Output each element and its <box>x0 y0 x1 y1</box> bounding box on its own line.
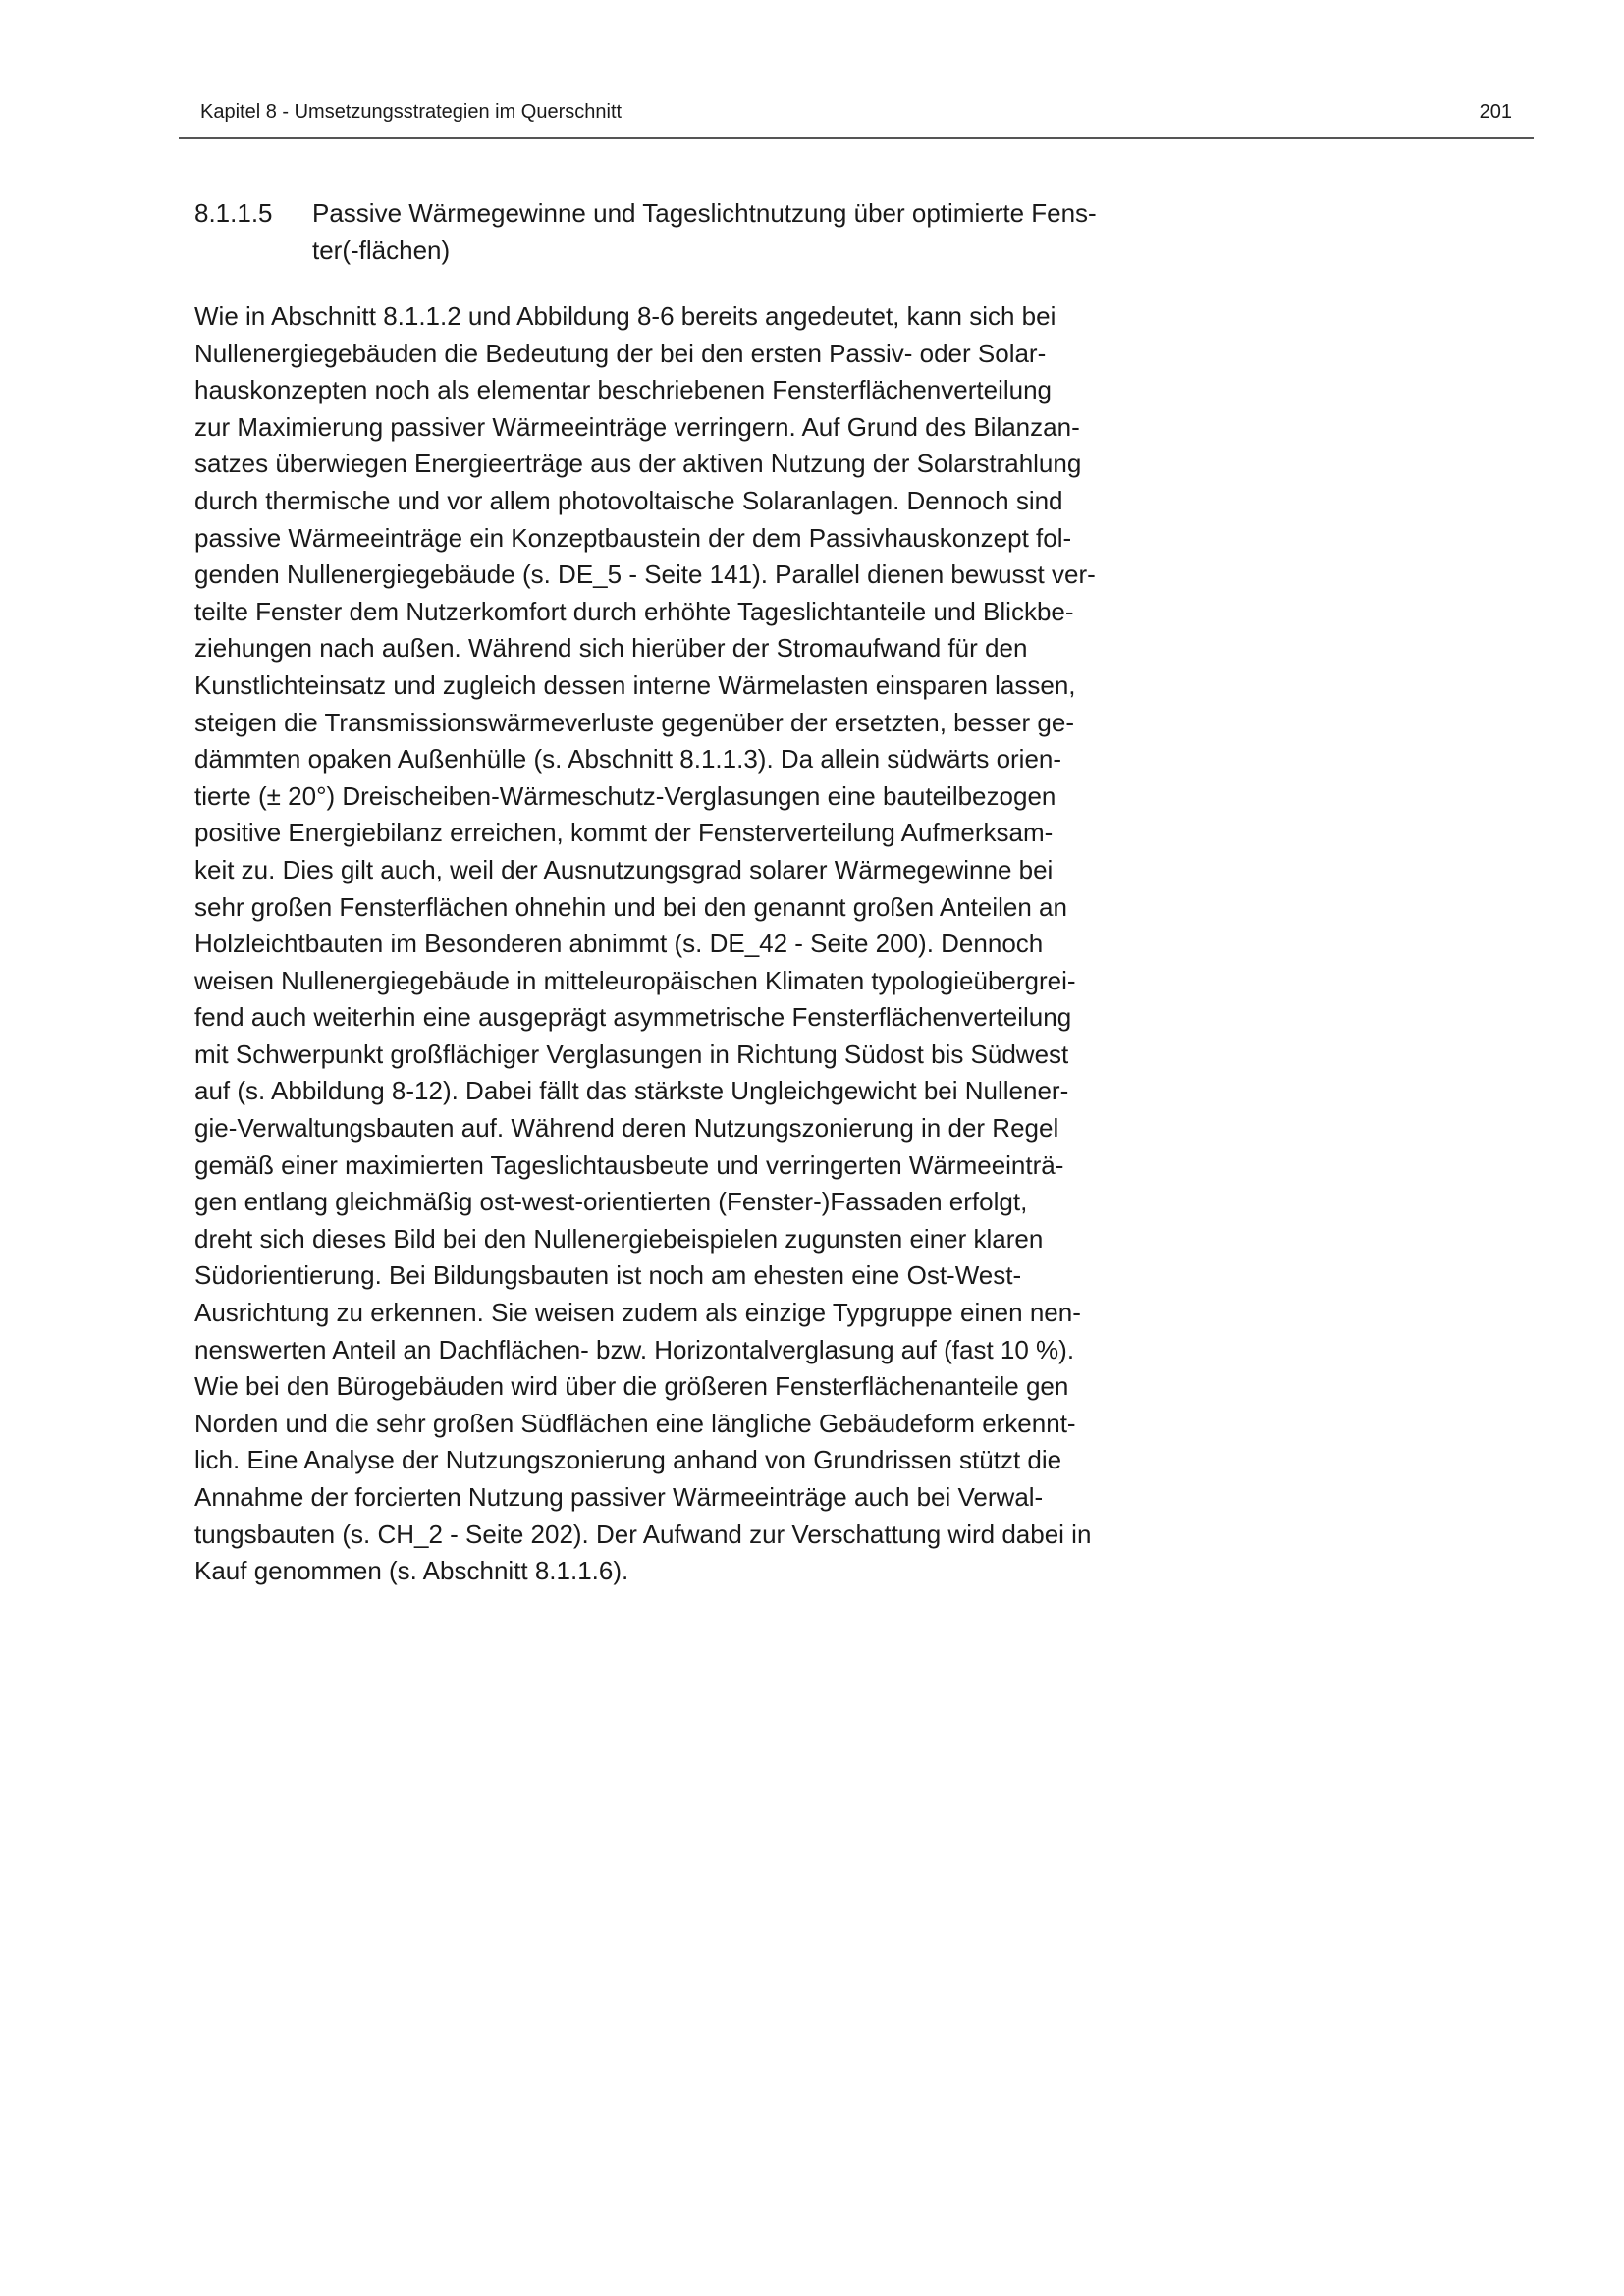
body-text-line: mit Schwerpunkt großflächiger Verglasungen in Richtung Südost bis Südwest <box>194 1039 1069 1069</box>
body-text-line: Kunstlichteinsatz und zugleich dessen interne Wärmelasten einsparen lassen, <box>194 669 1076 700</box>
body-text-line: Norden und die sehr großen Südflächen eine längliche Gebäudeform erkennt- <box>194 1408 1076 1438</box>
body-text-line: Nullenergiegebäuden die Bedeutung der bei den ersten Passiv- oder Solar- <box>194 338 1047 368</box>
body-text-line: genden Nullenergiegebäude (s. DE_5 - Seite 141). Parallel dienen bewusst ver- <box>194 560 1096 590</box>
body-text-line: steigen die Transmissionswärmeverluste gegenüber der ersetzten, besser ge- <box>194 707 1075 737</box>
body-text-line: passive Wärmeeinträge ein Konzeptbaustein der dem Passivhauskonzept fol- <box>194 522 1072 553</box>
body-text-line: teilte Fenster dem Nutzerkomfort durch erhöhte Tageslichtanteile und Blickbe- <box>194 596 1074 626</box>
body-text-line: tierte (± 20°) Dreischeiben-Wärmeschutz-Verglasungen eine bauteilbezogen <box>194 780 1056 811</box>
body-text-line: gie-Verwaltungsbauten auf. Während deren Nutzungszonierung in der Regel <box>194 1113 1059 1144</box>
body-text-line: ziehungen nach außen. Während sich hierüber der Stromaufwand für den <box>194 633 1028 664</box>
body-text-line: positive Energiebilanz erreichen, kommt der Fensterverteilung Aufmerksam- <box>194 818 1054 848</box>
body-text-line: auf (s. Abbildung 8-12). Dabei fällt das stärkste Ungleichgewicht bei Nullener- <box>194 1076 1069 1106</box>
body-text-line: Ausrichtung zu erkennen. Sie weisen zudem als einzige Typgruppe einen nen- <box>194 1298 1081 1328</box>
body-text-line: Wie bei den Bürogebäuden wird über die größeren Fensterflächenanteile gen <box>194 1371 1069 1402</box>
body-text-line: sehr großen Fensterflächen ohnehin und bei den genannt großen Anteilen an <box>194 891 1067 922</box>
body-text-line: fend auch weiterhin eine ausgeprägt asymmetrische Fensterflächenverteilung <box>194 1002 1072 1033</box>
body-text-line: zur Maximierung passiver Wärmeeinträge verringern. Auf Grund des Bilanzan- <box>194 411 1080 442</box>
page-number: 201 <box>1479 101 1512 123</box>
body-text-line: gen entlang gleichmäßig ost-west-orientierten (Fenster-)Fassaden erfolgt, <box>194 1187 1028 1217</box>
body-text-line: nenswerten Anteil an Dachflächen- bzw. Horizontalverglasung auf (fast 10 %). <box>194 1334 1075 1364</box>
body-text-line: Annahme der forcierten Nutzung passiver Wärmeeinträge auch bei Verwal- <box>194 1482 1044 1512</box>
body-text-line: lich. Eine Analyse der Nutzungszonierung anhand von Grundrissen stützt die <box>194 1445 1062 1475</box>
body-text-line: gemäß einer maximierten Tageslichtausbeute und verringerten Wärmeeinträ- <box>194 1149 1064 1180</box>
section-title <box>312 194 1176 269</box>
running-head: Kapitel 8 - Umsetzungsstrategien im Querschnitt <box>200 101 623 123</box>
section-title-line: ter(-flächen) <box>312 236 451 265</box>
body-paragraph <box>194 298 1196 1590</box>
body-text-line: Südorientierung. Bei Bildungsbauten ist noch am ehesten eine Ost-West- <box>194 1260 1022 1291</box>
body-text-line: dreht sich dieses Bild bei den Nullenergiebeispielen zugunsten einer klaren <box>194 1223 1044 1254</box>
page-header <box>179 96 1534 139</box>
body-text-line: dämmten opaken Außenhülle (s. Abschnitt 8.1.1.3). Da allein südwärts orien- <box>194 744 1062 774</box>
body-text-line: satzes überwiegen Energieerträge aus der aktiven Nutzung der Solarstrahlung <box>194 449 1082 479</box>
body-text-line: tungsbauten (s. CH_2 - Seite 202). Der Aufwand zur Verschattung wird dabei in <box>194 1519 1092 1549</box>
section-number: 8.1.1.5 <box>194 198 273 228</box>
body-text-line: Kauf genommen (s. Abschnitt 8.1.1.6). <box>194 1556 629 1586</box>
body-text-line: hauskonzepten noch als elementar beschriebenen Fensterflächenverteilung <box>194 375 1053 405</box>
body-text-line: Wie in Abschnitt 8.1.1.2 und Abbildung 8-6 bereits angedeutet, kann sich bei <box>194 301 1056 331</box>
body-text-line: keit zu. Dies gilt auch, weil der Ausnutzungsgrad solarer Wärmegewinne bei <box>194 854 1054 884</box>
section-title-line: Passive Wärmegewinne und Tageslichtnutzung über optimierte Fens- <box>312 198 1097 228</box>
body-text-line: weisen Nullenergiegebäude in mitteleuropäischen Klimaten typologieübergrei- <box>194 965 1076 995</box>
body-text-line: durch thermische und vor allem photovoltaische Solaranlagen. Dennoch sind <box>194 485 1063 515</box>
body-text-line: Holzleichtbauten im Besonderen abnimmt (s. DE_42 - Seite 200). Dennoch <box>194 929 1044 959</box>
